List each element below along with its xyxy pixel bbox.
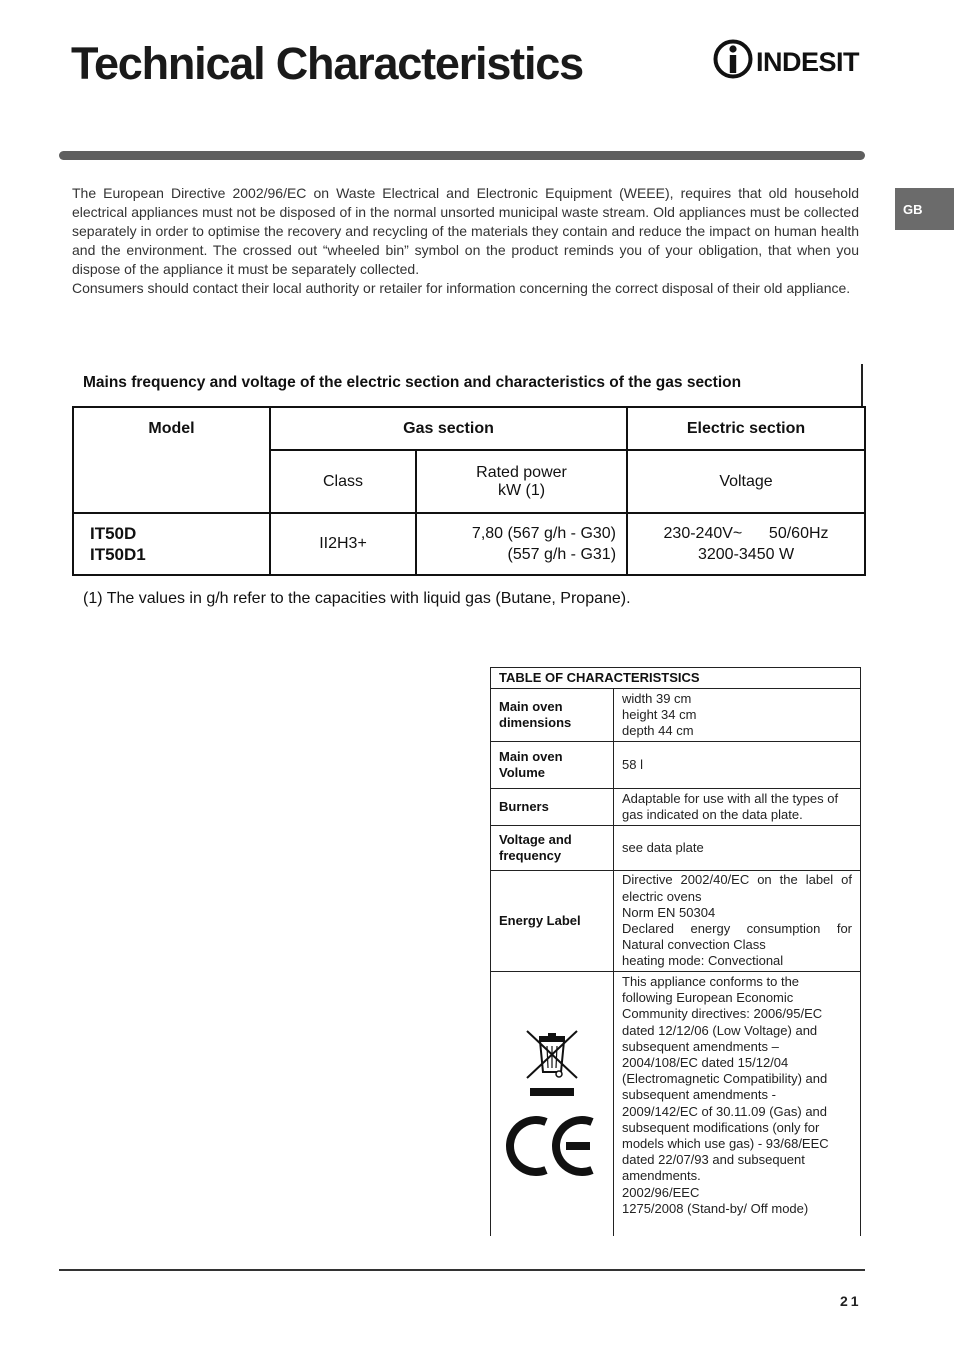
sub-voltage-header: Voltage <box>627 450 865 513</box>
energy-value <box>614 871 861 972</box>
dimensions-width: width 39 cm <box>622 690 692 706</box>
top-rule <box>59 151 865 160</box>
voltage-line2: 3200-3450 W <box>697 546 795 563</box>
energy-line4: heating mode: Convectional <box>622 953 784 969</box>
model-line2: IT50D1 <box>90 545 146 564</box>
characteristics-table <box>490 667 861 1236</box>
burners-label: Burners <box>491 789 614 826</box>
energy-line2: Norm EN 50304 <box>622 904 716 920</box>
mains-footnote: (1) The values in g/h refer to the capacities with liquid gas (Butane, Propane). <box>83 590 631 607</box>
indesit-logo <box>712 38 868 82</box>
intro-paragraph-1: The European Directive 2002/96/EC on Waste Electrical and Electronic Equipment (WEEE), requires that old household electrical appliances must not be disposed of in the normal unsorted municipal waste stream. Old appliances must be collected separately in order to optimise the recovery and recycling of the materials they contain and reduce the impact on human health and the environment. The crossed out “wheeled bin” symbol on the product reminds you of your obligation, that when you dispose of the appliance it must be separately collected. <box>72 185 859 277</box>
mains-table <box>72 406 866 576</box>
conformity-text: This appliance conforms to the following European Economic Community directives: 2006/95/EC dated 12/12/06 (Low Voltage) and subsequent amendments – 2004/108/EC dated 15/12/04 (Electromagnetic Compatibility) and subsequent amendments - 2009/142/EC of 30.11.09 (Gas) and subsequent modifications (only for models which use gas) - 93/68/EEC dated 22/07/93 and subsequent amendments. <box>622 974 829 1184</box>
energy-label: Energy Label <box>491 871 614 972</box>
col-gas-header: Gas section <box>270 407 627 450</box>
voltage-frequency-value: see data plate <box>614 826 861 871</box>
characteristics-caption: TABLE OF CHARACTERISTSICS <box>491 668 861 689</box>
dimensions-label: Main oven dimensions <box>491 689 614 742</box>
col-model-header: Model <box>73 407 270 513</box>
power-line1: 7,80 (567 g/h - G30) <box>471 525 617 542</box>
conformity-line3: 1275/2008 (Stand-by/ Off mode) <box>622 1200 809 1216</box>
voltage-line1: 230-240V~ 50/60Hz <box>663 525 829 542</box>
class-value: II2H3+ <box>270 513 416 575</box>
conformity-line2: 2002/96/EEC <box>622 1184 700 1200</box>
dimensions-height: height 34 cm <box>622 706 697 722</box>
dimensions-value <box>614 689 861 742</box>
brand-text: INDESIT <box>756 47 860 77</box>
volume-value: 58 l <box>614 742 861 789</box>
conformity-value <box>614 972 861 1237</box>
power-cell <box>416 513 627 575</box>
model-cell <box>73 513 270 575</box>
heading-divider <box>861 364 863 408</box>
voltage-cell <box>627 513 865 575</box>
voltage-frequency-label: Voltage and frequency <box>491 826 614 871</box>
crossed-wheeled-bin-icon <box>522 1028 582 1098</box>
sub-power-line1: Rated power <box>476 463 567 481</box>
sub-power-line2: kW (1) <box>497 481 546 499</box>
sub-class-header: Class <box>270 450 416 513</box>
ce-mark-icon <box>506 1112 598 1180</box>
page-number: 21 <box>840 1293 862 1309</box>
symbols-cell <box>491 972 614 1237</box>
bottom-rule <box>59 1269 865 1271</box>
intro-paragraph-2: Consumers should contact their local authority or retailer for information concerning the correct disposal of their old appliance. <box>72 280 851 296</box>
mains-table-heading: Mains frequency and voltage of the electric section and characteristics of the gas section <box>83 374 742 391</box>
power-line2: (557 g/h - G31) <box>507 546 617 563</box>
page-title: Technical Characteristics <box>71 38 583 89</box>
language-tab[interactable]: GB <box>895 188 954 230</box>
burners-value: Adaptable for use with all the types of gas indicated on the data plate. <box>614 789 861 826</box>
weee-intro <box>72 184 859 298</box>
volume-label: Main oven Volume <box>491 742 614 789</box>
energy-line3: Declared energy consumption for Natural convection Class <box>622 921 853 953</box>
energy-line1: Directive 2002/40/EC on the label of electric ovens <box>622 872 853 904</box>
model-line1: IT50D <box>90 524 137 543</box>
col-electric-header: Electric section <box>627 407 865 450</box>
dimensions-depth: depth 44 cm <box>622 723 694 739</box>
sub-power-header <box>416 450 627 513</box>
